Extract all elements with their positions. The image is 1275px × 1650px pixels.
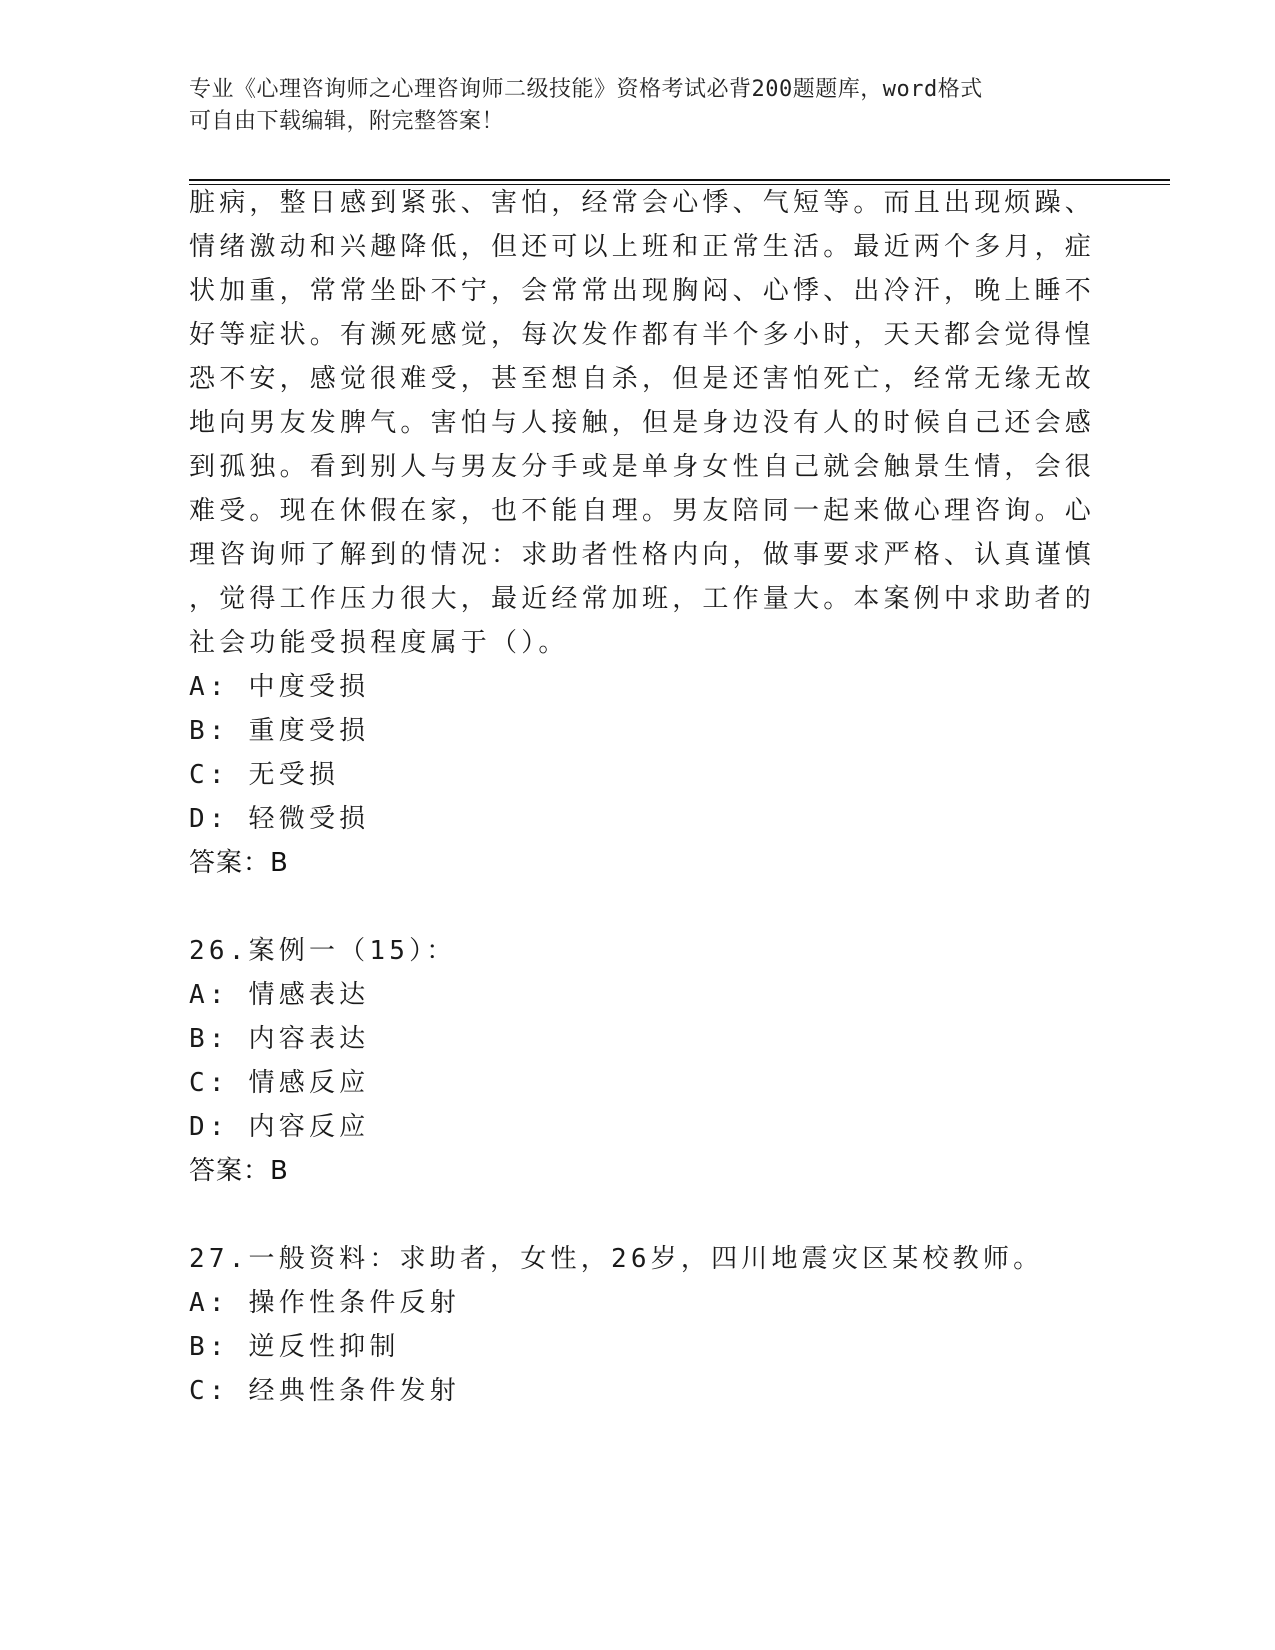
q27-option-a: A: 操作性条件反射 [189, 1288, 460, 1318]
q26-option-b: B: 内容表达 [189, 1024, 370, 1054]
q25-stem-line: 情绪激动和兴趣降低，但还可以上班和正常生活。最近两个多月，症 [189, 232, 1096, 262]
q25-stem-line: 好等症状。有濒死感觉，每次发作都有半个多小时，天天都会觉得惶 [189, 320, 1096, 350]
q25-option-b: B: 重度受损 [189, 716, 370, 746]
q26-option-c: C: 情感反应 [189, 1068, 370, 1098]
q25-answer: 答案：B [189, 848, 289, 878]
q25-stem-line: 脏病，整日感到紧张、害怕，经常会心悸、气短等。而且出现烦躁、 [189, 188, 1096, 218]
q25-stem-line: ，觉得工作压力很大，最近经常加班，工作量大。本案例中求助者的 [189, 584, 1096, 614]
q26-option-a: A: 情感表达 [189, 980, 370, 1010]
q25-option-c: C: 无受损 [189, 760, 340, 790]
q27-stem: 27.一般资料：求助者，女性，26岁，四川地震灾区某校教师。 [189, 1244, 1044, 1274]
q25-option-d: D: 轻微受损 [189, 804, 370, 834]
q25-stem-line: 恐不安，感觉很难受，甚至想自杀，但是还害怕死亡，经常无缘无故 [189, 364, 1096, 394]
q25-stem-line: 到孤独。看到别人与男友分手或是单身女性自己就会触景生情，会很 [189, 452, 1096, 482]
q25-stem-line: 状加重，常常坐卧不宁，会常常出现胸闷、心悸、出冷汗，晚上睡不 [189, 276, 1096, 306]
header-line-1: 专业《心理咨询师之心理咨询师二级技能》资格考试必背200题题库，word格式 [189, 77, 983, 102]
q25-stem-line: 地向男友发脾气。害怕与人接触，但是身边没有人的时候自己还会感 [189, 408, 1096, 438]
q27-option-b: B: 逆反性抑制 [189, 1332, 400, 1362]
q25-stem-line: 社会功能受损程度属于（）。 [189, 628, 569, 658]
q25-stem-line: 难受。现在休假在家，也不能自理。男友陪同一起来做心理咨询。心 [189, 496, 1096, 526]
header-line-2: 可自由下载编辑，附完整答案！ [189, 109, 505, 134]
q27-option-c: C: 经典性条件发射 [189, 1376, 460, 1406]
q26-answer: 答案：B [189, 1156, 289, 1186]
header-rule-thick [189, 179, 1170, 181]
q26-option-d: D: 内容反应 [189, 1112, 370, 1142]
q25-stem-line: 理咨询师了解到的情况：求助者性格内向，做事要求严格、认真谨慎 [189, 540, 1096, 570]
q25-option-a: A: 中度受损 [189, 672, 370, 702]
q26-stem: 26.案例一（15）： [189, 936, 457, 966]
